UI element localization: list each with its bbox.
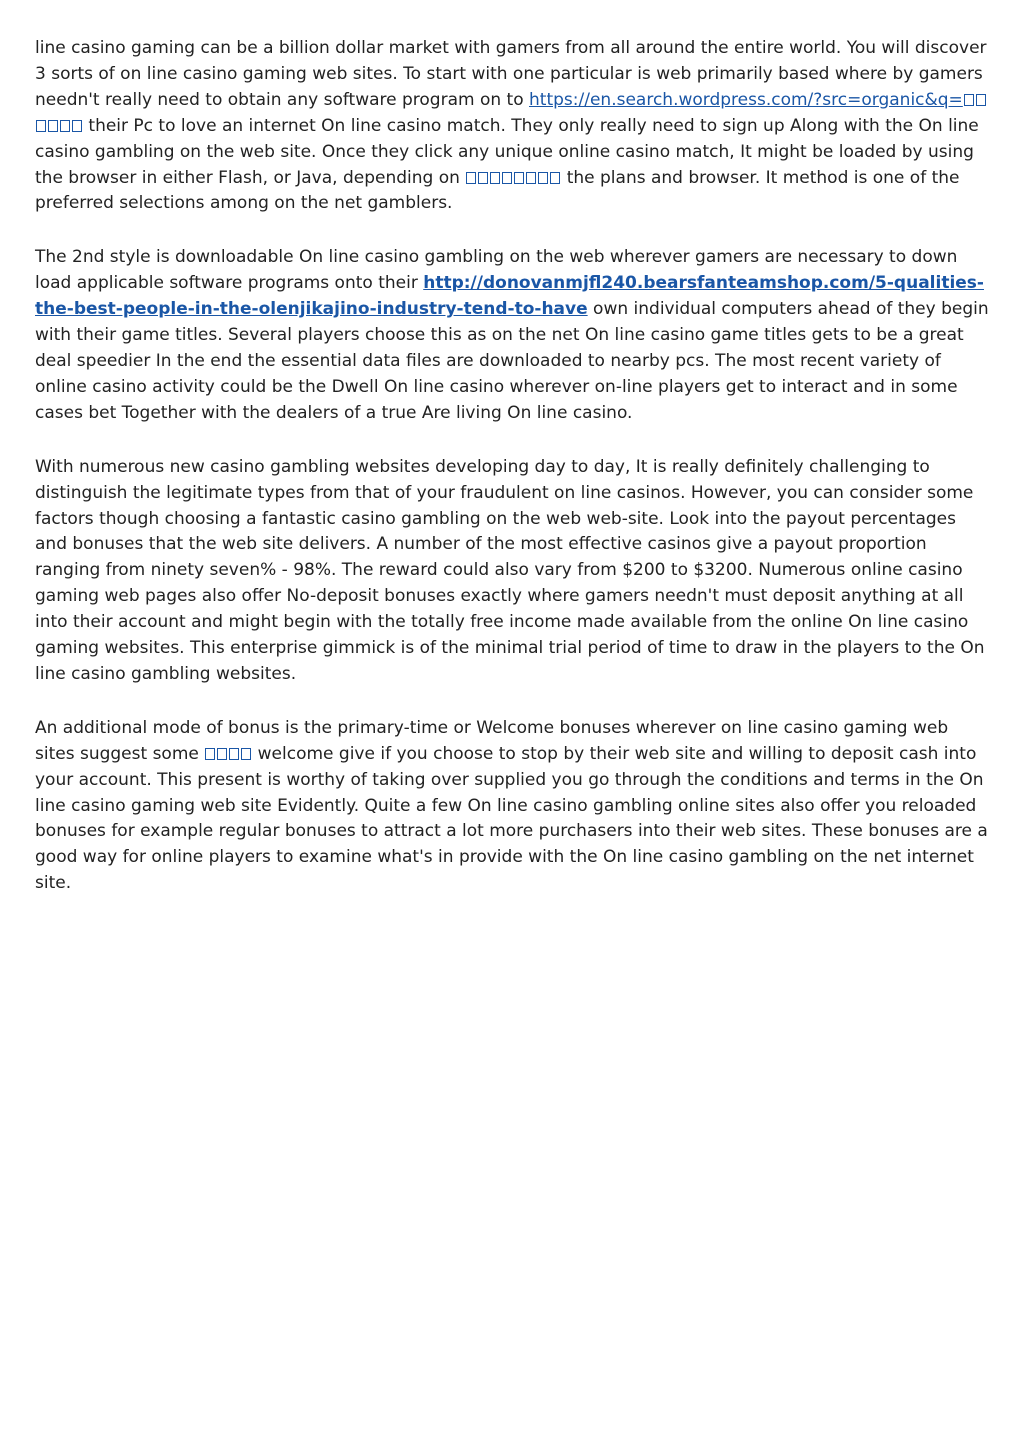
korean-bonus-link[interactable] xyxy=(204,744,252,764)
donovan-blog-link[interactable]: http://donovanmjfl240.bearsfanteamshop.com/5-qualities-the-best-people-in-the-olenjikajino-industry-tend-to-have xyxy=(35,273,984,320)
link-text[interactable]: https://en.search.wordpress.com/?src=organic&q= xyxy=(529,89,963,110)
paragraph-2 xyxy=(35,245,990,426)
korean-keyword-link[interactable] xyxy=(465,168,561,188)
paragraph-text: The 2nd style is downloadable On line casino gambling on the web wherever gamers are necessary to down load applicable software programs onto their xyxy=(35,247,958,294)
document-body xyxy=(35,36,990,925)
paragraph-text: their Pc to love an internet On line casino match. They only really need to sign up Along with the On line casino gambling on the web site. Once they click any unique online casino match, It might be loaded by using the browser in either Flash, or Java, depending on xyxy=(35,115,979,188)
paragraph-1 xyxy=(35,36,990,217)
paragraph-text: welcome give if you choose to stop by their web site and willing to deposit cash into your account. This present is worthy of taking over supplied you go through the conditions and terms in the On line casino gaming web site Evidently. Quite a few On line casino gambling online sites also offer you reloaded bonuses for example regular bonuses to attract a lot more purchasers into their web sites. These bonuses are a good way for online players to examine what's in provide with the On line casino gambling on the net internet site. xyxy=(35,743,988,894)
paragraph-text: An additional mode of bonus is the primary-time or Welcome bonuses wherever on line casino gaming web sites suggest some xyxy=(35,717,949,764)
paragraph-3: With numerous new casino gambling websites developing day to day, It is really definitely challenging to distinguish the legitimate types from that of your fraudulent on line casinos. However, you can consider some factors though choosing a fantastic casino gambling on the web web-site. Look into the payout percentages and bonuses that the web site delivers. A number of the most effective casinos give a payout proportion ranging from ninety seven% - 98%. The reward could also vary from $200 to $3200. Numerous online casino gaming web pages also offer No-deposit bonuses exactly where gamers needn't must deposit anything at all into their account and might begin with the totally free income made available from the online On line casino gaming websites. This enterprise gimmick is of the minimal trial period of time to draw in the players to the On line casino gambling websites. xyxy=(35,456,985,684)
paragraph-4 xyxy=(35,716,990,897)
paragraph-text: line casino gaming can be a billion dollar market with gamers from all around the entire world. You will discover 3 sorts of on line casino gaming web sites. To start with one particular is web primarily based where by gamers needn't really need to obtain any software program on to xyxy=(35,38,987,110)
paragraph-text: own individual computers ahead of they begin with their game titles. Several players choose this as on the net On line casino game titles gets to be a great deal speedier In the end the essential data files are downloaded to nearby pcs. The most recent variety of online casino activity could be the Dwell On line casino wherever on-line players get to interact and in some cases bet Together with the dealers of a true Are living On line casino. xyxy=(35,299,989,423)
paragraph-text: the plans and browser. It method is one of the preferred selections among on the net gamblers. xyxy=(35,167,960,214)
